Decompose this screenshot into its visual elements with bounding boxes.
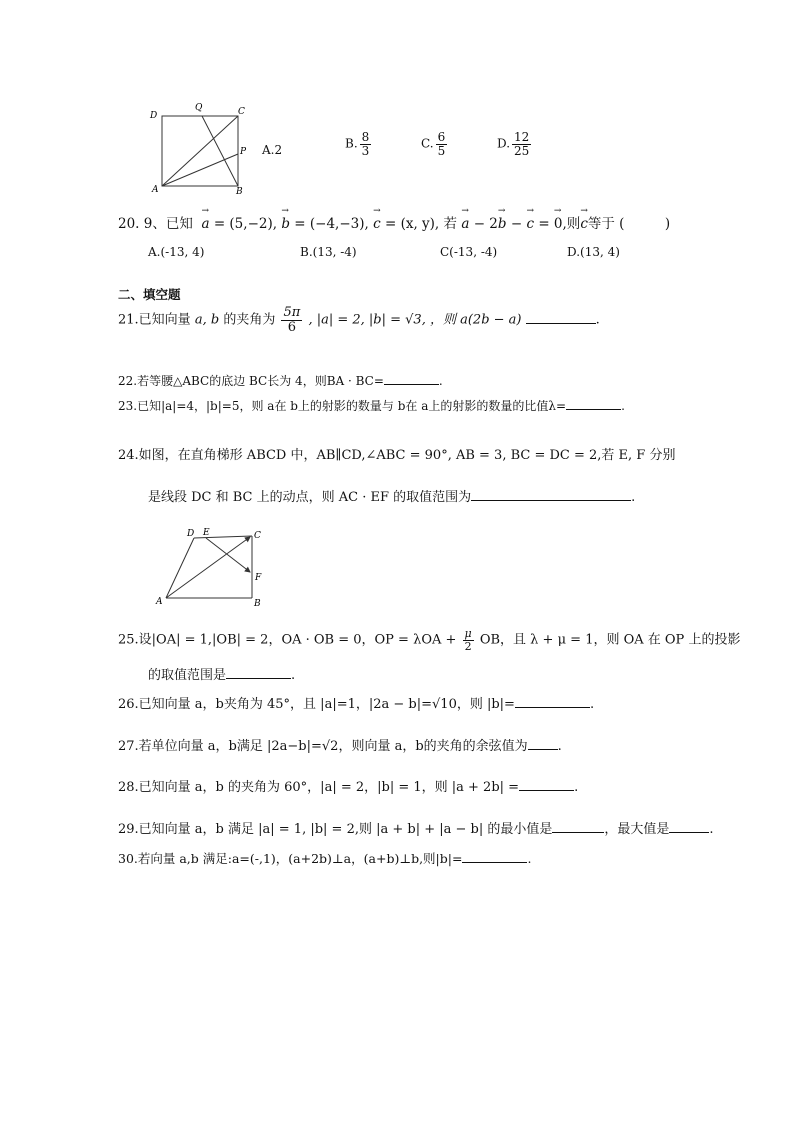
q20-option-c: C(-13, -4) — [440, 245, 498, 259]
label-D: D — [150, 111, 158, 121]
q30-text: 30.若向量 a,b 满足:a=(-,1)，(a+2b)⊥a，(a+b)⊥b,则|b|= — [118, 851, 463, 866]
option-label: B. — [345, 136, 358, 151]
q29-end: . — [709, 822, 714, 837]
vector-b: → b — [281, 216, 290, 232]
q25-fraction — [463, 628, 474, 652]
label-C: C — [238, 107, 245, 117]
q20-then: ,则 — [562, 216, 581, 232]
fraction — [436, 131, 448, 157]
q21-prefix: 21.已知向量 — [118, 312, 191, 328]
q25-text-a: 25.设|OA| = 1,|OB| = 2，OA · OB = 0，OP = λOA + — [118, 632, 457, 648]
answer-blank-27[interactable] — [528, 737, 558, 750]
label-C: C — [254, 531, 261, 541]
q23-end: . — [621, 399, 625, 413]
question-21 — [118, 306, 600, 334]
answer-blank-23[interactable] — [566, 397, 621, 410]
question-25-line1 — [118, 628, 740, 652]
answer-blank-29-max[interactable] — [669, 820, 709, 833]
q20-expr-end: = — [538, 216, 550, 232]
answer-blank-26[interactable] — [515, 695, 590, 708]
q25-end: . — [291, 668, 296, 683]
label-A: A — [156, 597, 163, 607]
q20-option-b: B.(13, -4) — [300, 245, 357, 259]
question-30 — [118, 849, 531, 867]
q20-option-a: A.(-13, 4) — [148, 245, 205, 259]
option-d-fig1 — [497, 131, 533, 157]
numerator: 5π — [283, 305, 301, 320]
answer-blank-25[interactable] — [226, 666, 291, 679]
vector-c: → c — [373, 216, 381, 232]
q24-end: . — [631, 490, 636, 505]
option-label: D. — [497, 136, 511, 151]
q27-end: . — [557, 739, 562, 754]
question-27 — [118, 735, 562, 754]
q29-mid: ，最大值是 — [604, 822, 670, 837]
denominator: 25 — [514, 143, 530, 158]
numerator: 6 — [437, 130, 446, 144]
numerator: 8 — [361, 130, 370, 144]
q24-text: 是线段 DC 和 BC 上的动点，则 AC · EF 的取值范围为 — [148, 490, 472, 505]
denominator: 5 — [437, 143, 446, 158]
question-24-line2 — [148, 486, 635, 505]
numerator: 12 — [514, 130, 530, 144]
q22-end: . — [438, 374, 443, 388]
option-c-fig1 — [421, 131, 449, 157]
label-B: B — [236, 187, 243, 197]
question-24-line1: 24.如图，在直角梯形 ABCD 中，AB∥CD,∠ABC = 90°, AB = 3, BC = DC = 2,若 E, F 分别 — [118, 448, 676, 463]
q29-text: 29.已知向量 a，b 满足 |a| = 1, |b| = 2,则 |a + b| + |a − b| 的最小值是 — [118, 822, 553, 837]
q21-rest: , |a| = 2, |b| = √3, ，则 a(2b − a) — [308, 312, 522, 328]
denominator: 2 — [464, 639, 472, 653]
label-B: B — [254, 599, 261, 609]
q28-end: . — [574, 780, 579, 795]
vector-c: → c — [580, 216, 588, 232]
q21-fraction — [281, 306, 302, 334]
q22-text: 22.若等腰△ABC的底边 BC长为 4，则BA · BC= — [118, 374, 384, 388]
section-heading: 二、填空题 — [118, 287, 181, 302]
q23-text: 23.已知|a|=4，|b|=5，则 a在 b上的射影的数量与 b在 a上的射影的数量的比值λ= — [118, 399, 567, 413]
answer-blank-22[interactable] — [384, 372, 439, 385]
figure-trapezoid — [150, 526, 270, 612]
answer-blank-29-min[interactable] — [552, 820, 604, 833]
question-29 — [118, 818, 714, 837]
q25-text: 的取值范围是 — [148, 668, 227, 683]
q20-b-def: = (−4,−3), — [294, 216, 369, 232]
vector-a: → a — [201, 216, 209, 232]
vector-c: → c — [526, 216, 534, 232]
q26-text: 26.已知向量 a，b夹角为 45°，且 |a|=1，|2a − b|=√10，则 |b|= — [118, 697, 515, 712]
q30-end: . — [527, 851, 532, 866]
vector-b: → b — [498, 216, 507, 232]
fraction — [360, 131, 372, 157]
q20-cond: 若 — [443, 216, 458, 232]
question-23 — [118, 397, 625, 414]
q20-expr-mid: − 2 — [473, 216, 498, 232]
numerator: μ — [464, 627, 472, 640]
q20-c-def: = (x, y), — [384, 216, 440, 232]
label-D: D — [187, 529, 195, 539]
q21-end: . — [595, 312, 600, 328]
question-22 — [118, 372, 443, 389]
q20-prefix: 20. 9、已知 — [118, 216, 193, 232]
figure-square — [140, 98, 260, 198]
q28-text: 28.已知向量 a，b 的夹角为 60°，|a| = 2，|b| = 1，则 |a + 2b| = — [118, 780, 520, 795]
q21-mid: 的夹角为 — [223, 312, 276, 328]
label-F: F — [255, 573, 262, 583]
question-28 — [118, 776, 578, 795]
option-b-fig1 — [345, 131, 373, 157]
q26-end: . — [589, 697, 595, 712]
vector-a: → a — [461, 216, 469, 232]
question-25-line2 — [148, 664, 295, 683]
answer-blank-28[interactable] — [519, 778, 574, 791]
option-label: C. — [421, 136, 434, 151]
fraction — [512, 131, 531, 157]
q27-text: 27.若单位向量 a，b满足 |2a−b|=√2，则向量 a，b的夹角的余弦值为 — [118, 739, 528, 754]
answer-blank-24[interactable] — [471, 488, 631, 501]
q21-vectors: a, b — [194, 312, 220, 328]
label-A: A — [152, 185, 159, 195]
option-value: 2 — [274, 143, 283, 157]
square-diagram — [140, 98, 260, 198]
q25-text-b: OB，且 λ + μ = 1，则 OA 在 OP 上的投影 — [479, 632, 741, 648]
denominator: 6 — [287, 319, 297, 335]
q20-option-d: D.(13, 4) — [567, 245, 620, 259]
option-a-fig1 — [262, 143, 282, 157]
q20-a-def: = (5,−2), — [213, 216, 278, 232]
denominator: 3 — [361, 143, 370, 158]
label-E: E — [203, 528, 210, 538]
trapezoid-diagram — [150, 526, 270, 612]
option-label: A. — [262, 143, 275, 157]
label-P: P — [240, 147, 247, 157]
label-Q: Q — [195, 103, 203, 113]
question-26 — [118, 693, 594, 712]
question-20: 20. 9、已知 → a = (5,−2), → b = (−4,−3), → c = (x, y), 若 → a − 2→ b − → c = → 0,则→ c等于 ( ) — [118, 212, 670, 232]
answer-blank-30[interactable] — [462, 850, 527, 863]
q20-ask: 等于 ( ) — [587, 216, 671, 232]
answer-blank-21[interactable] — [526, 311, 596, 324]
zero-vector: → 0 — [554, 216, 563, 232]
